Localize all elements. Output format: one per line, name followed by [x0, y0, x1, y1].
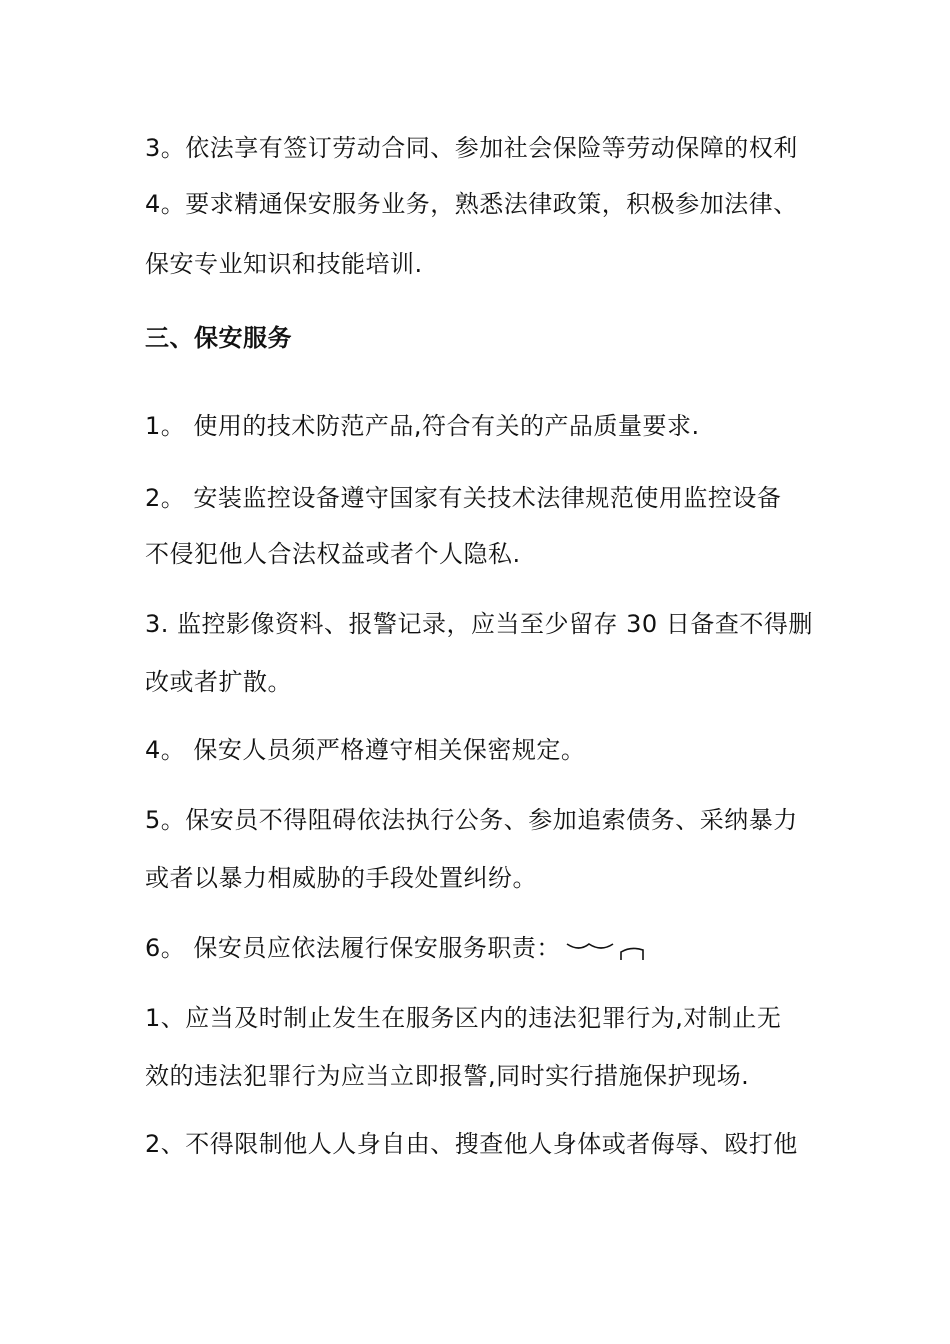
paragraph-line: 2、不得限制他人人身自由、搜查他人身体或者侮辱、殴打他: [145, 1130, 798, 1158]
paragraph-line: 5。保安员不得阻碍依法执行公务、参加追索债务、采纳暴力: [145, 806, 798, 834]
paragraph-line: 或者以暴力相威胁的手段处置纠纷。: [145, 864, 537, 892]
paragraph-line: 3. 监控影像资料、报警记录，应当至少留存 30 日备查不得删: [145, 610, 813, 638]
section-heading: 三、保安服务: [145, 324, 292, 352]
paragraph-line: 4。 保安人员须严格遵守相关保密规定。: [145, 736, 586, 764]
paragraph-line: 改或者扩散。: [145, 668, 292, 696]
scribble-mark-icon: [565, 936, 649, 962]
paragraph-line: 1、应当及时制止发生在服务区内的违法犯罪行为,对制止无: [145, 1004, 782, 1032]
paragraph-line: 1。 使用的技术防范产品,符合有关的产品质量要求.: [145, 412, 700, 440]
paragraph-line: 4。要求精通保安服务业务，熟悉法律政策，积极参加法律、: [145, 190, 798, 218]
paragraph-line: 不侵犯他人合法权益或者个人隐私.: [145, 540, 521, 568]
paragraph-line: 保安专业知识和技能培训.: [145, 250, 423, 278]
paragraph-line: 效的违法犯罪行为应当立即报警,同时实行措施保护现场.: [145, 1062, 750, 1090]
paragraph-line: 3。依法享有签订劳动合同、参加社会保险等劳动保障的权利: [145, 134, 798, 162]
paragraph-text: 6。 保安员应依法履行保安服务职责：: [145, 934, 561, 962]
paragraph-line: 2。 安装监控设备遵守国家有关技术法律规范使用监控设备: [145, 484, 782, 512]
paragraph-line-with-mark: [145, 932, 825, 964]
